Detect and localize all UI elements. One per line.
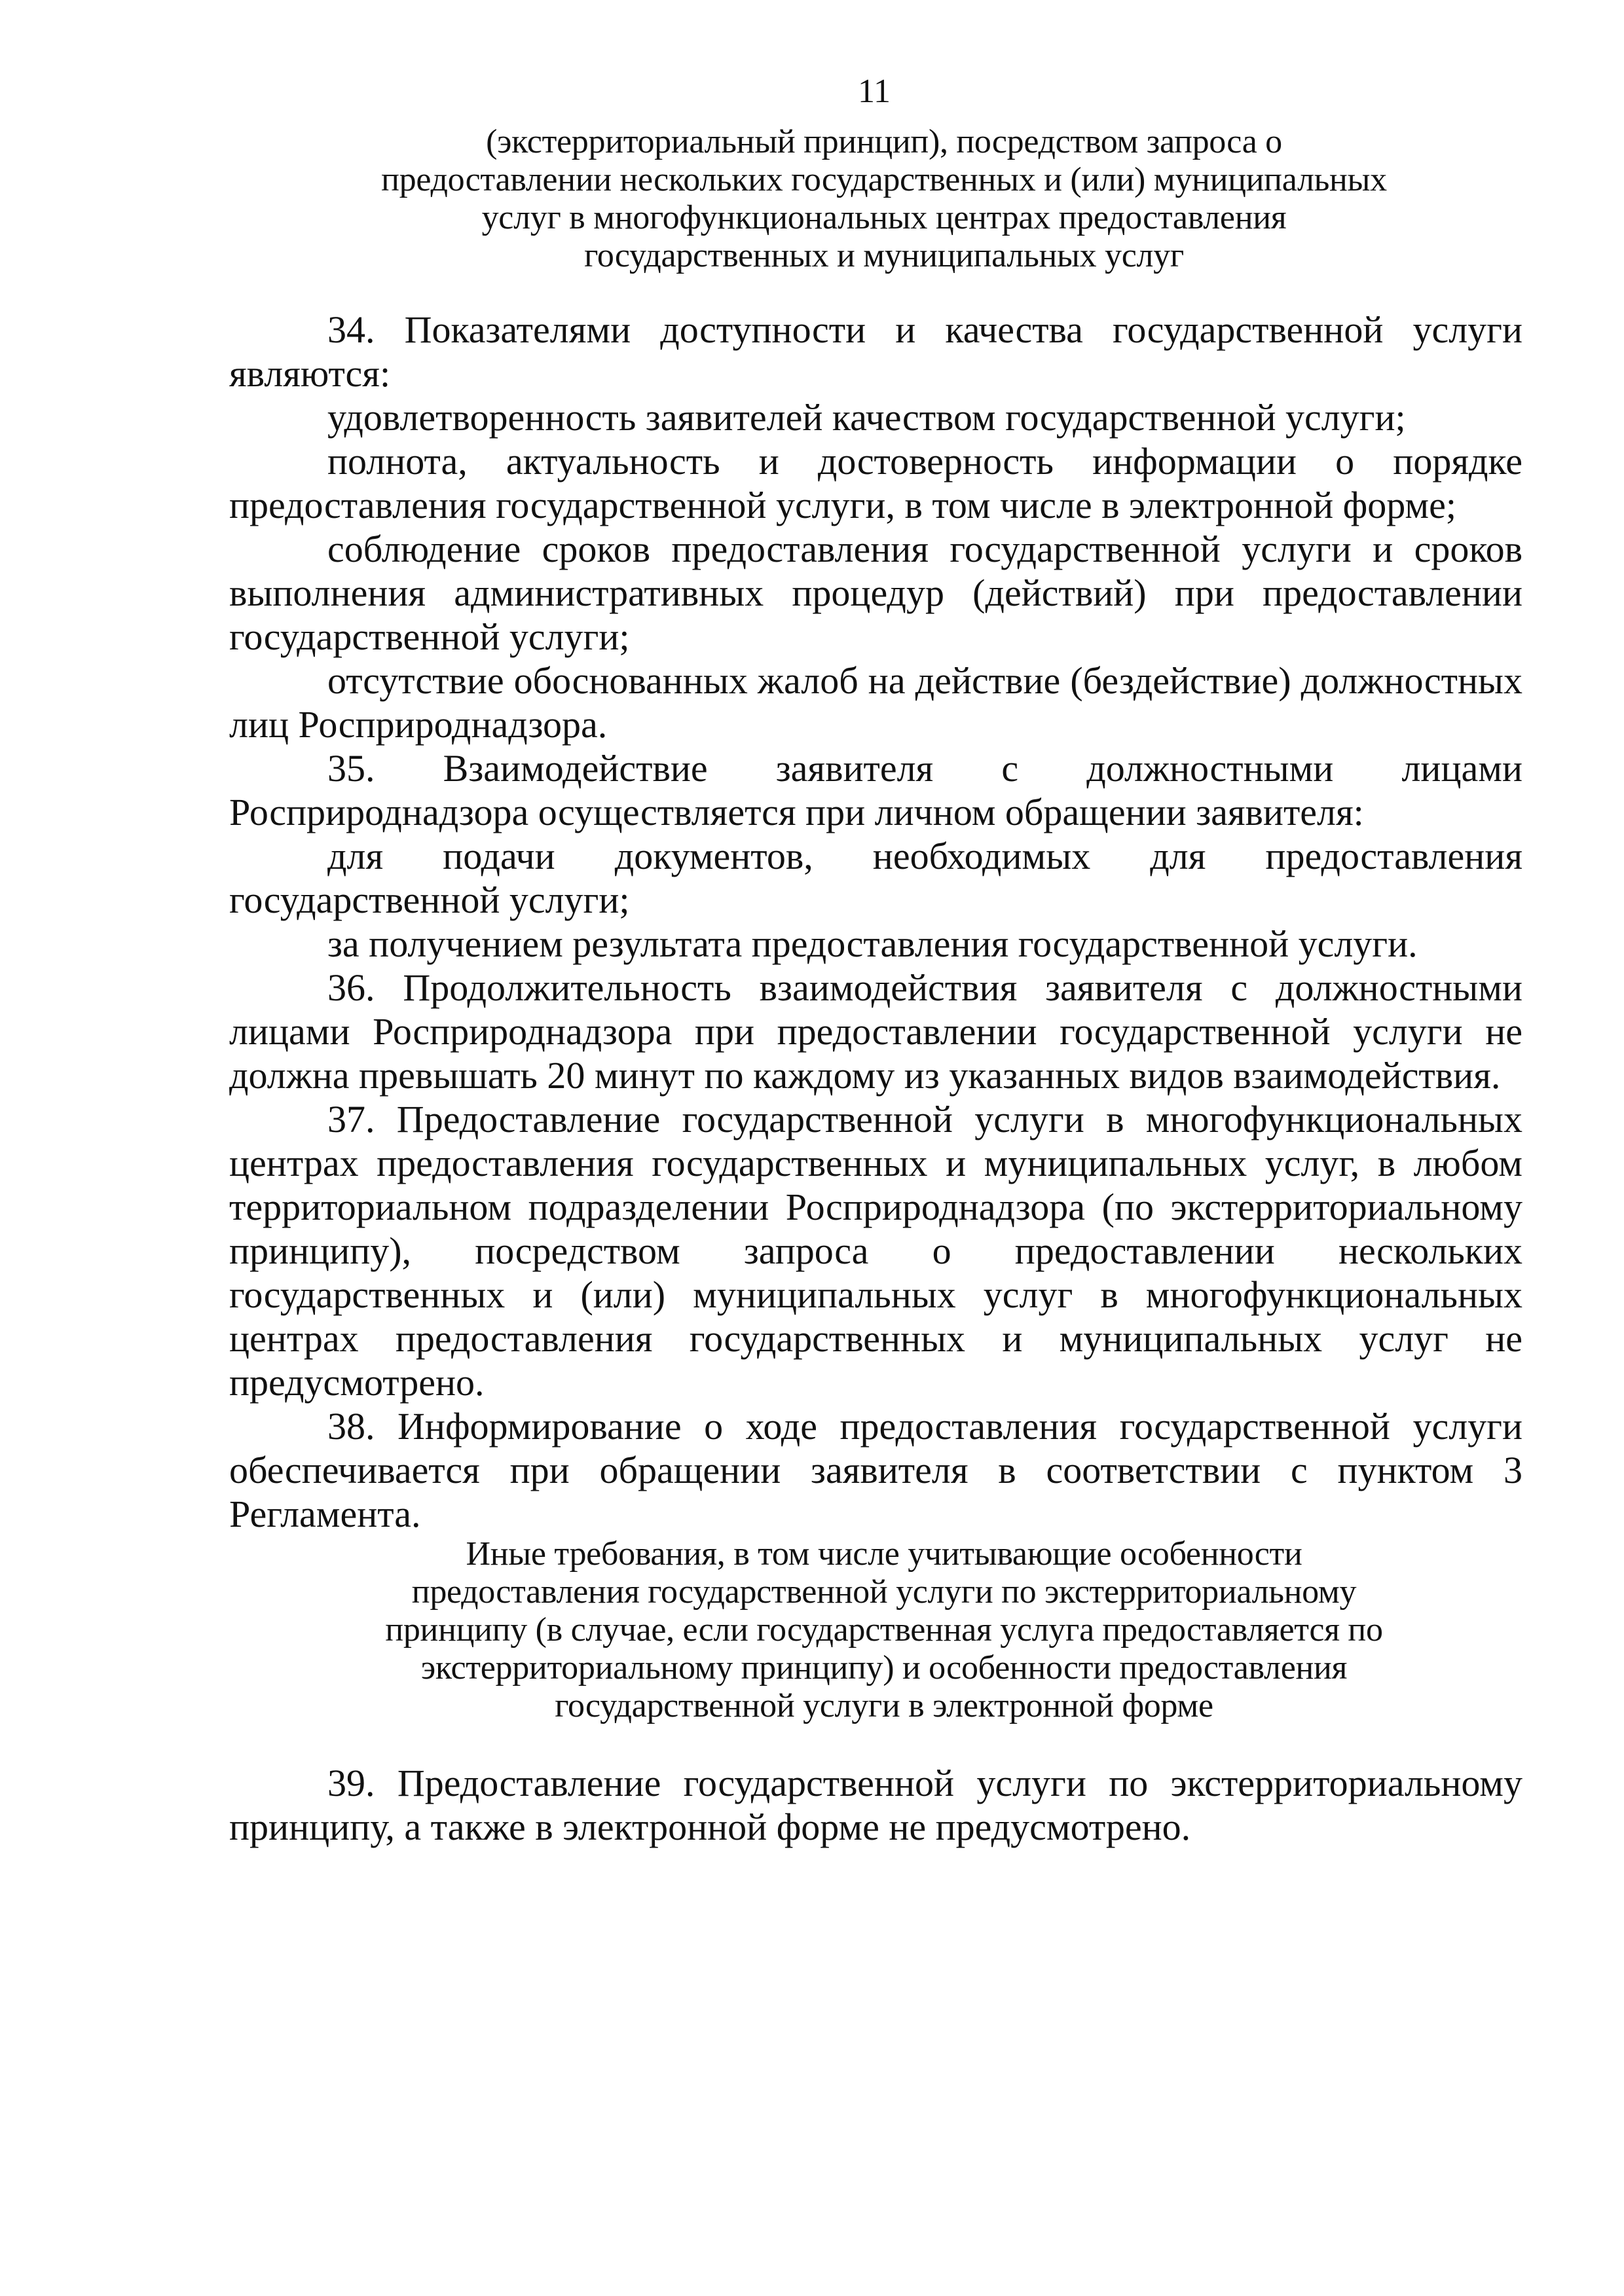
paragraph-35: 35. Взаимодействие заявителя с должностными лицами Росприроднадзора осуществляется при личном обращении заявителя: xyxy=(229,747,1522,833)
heading-line: предоставлении нескольких государственных и (или) муниципальных xyxy=(381,161,1387,198)
paragraph-item: отсутствие обоснованных жалоб на действие (бездействие) должностных лиц Росприроднадзора. xyxy=(229,659,1522,746)
heading-line: (экстерриториальный принцип), посредством запроса о xyxy=(486,123,1282,160)
paragraph-34: 34. Показателями доступности и качества государственной услуги являются: xyxy=(229,308,1522,395)
section-heading-top xyxy=(229,123,1539,275)
paragraph-37: 37. Предоставление государственной услуги в многофункциональных центрах предоставления государственных и муниципальных услуг, в любом территориальном подразделении Росприроднадзора (по экстерриториальному принципу), посредством запроса о предоставлении нескольких государственных и (или) муниципальных услуг в многофункциональных центрах предоставления государственных и муниципальных услуг не предусмотрено. xyxy=(229,1098,1522,1404)
heading-line: экстерриториальному принципу) и особенности предоставления xyxy=(420,1649,1348,1686)
section-heading-other-requirements xyxy=(229,1535,1539,1725)
paragraph-36: 36. Продолжительность взаимодействия заявителя с должностными лицами Росприроднадзора при предоставлении государственной услуги не должна превышать 20 минут по каждому из указанных видов взаимодействия. xyxy=(229,966,1522,1097)
paragraph-39: 39. Предоставление государственной услуги по экстерриториальному принципу, а также в электронной форме не предусмотрено. xyxy=(229,1762,1522,1848)
paragraph-item: для подачи документов, необходимых для предоставления государственной услуги; xyxy=(229,835,1522,921)
paragraph-item: удовлетворенность заявителей качеством государственной услуги; xyxy=(327,396,1406,439)
heading-line: услуг в многофункциональных центрах предоставления xyxy=(481,199,1287,236)
heading-line: Иные требования, в том числе учитывающие особенности xyxy=(466,1535,1302,1573)
paragraph-item: за получением результата предоставления государственной услуги. xyxy=(327,922,1418,965)
heading-line: государственных и муниципальных услуг xyxy=(584,237,1184,274)
paragraph-item: полнота, актуальность и достоверность информации о порядке предоставления государственной услуги, в том числе в электронной форме; xyxy=(229,440,1522,526)
page-number: 11 xyxy=(857,73,891,110)
heading-line: государственной услуги в электронной форме xyxy=(555,1687,1213,1724)
paragraph-item: соблюдение сроков предоставления государственной услуги и сроков выполнения административных процедур (действий) при предоставлении государственной услуги; xyxy=(229,528,1522,658)
paragraph-38: 38. Информирование о ходе предоставления государственной услуги обеспечивается при обращении заявителя в соответствии с пунктом 3 Регламента. xyxy=(229,1405,1522,1535)
body-text-main xyxy=(229,308,1522,1536)
heading-line: принципу (в случае, если государственная услуга предоставляется по xyxy=(385,1611,1383,1649)
body-text-end xyxy=(229,1761,1522,1849)
heading-line: предоставления государственной услуги по экстерриториальному xyxy=(411,1573,1357,1611)
